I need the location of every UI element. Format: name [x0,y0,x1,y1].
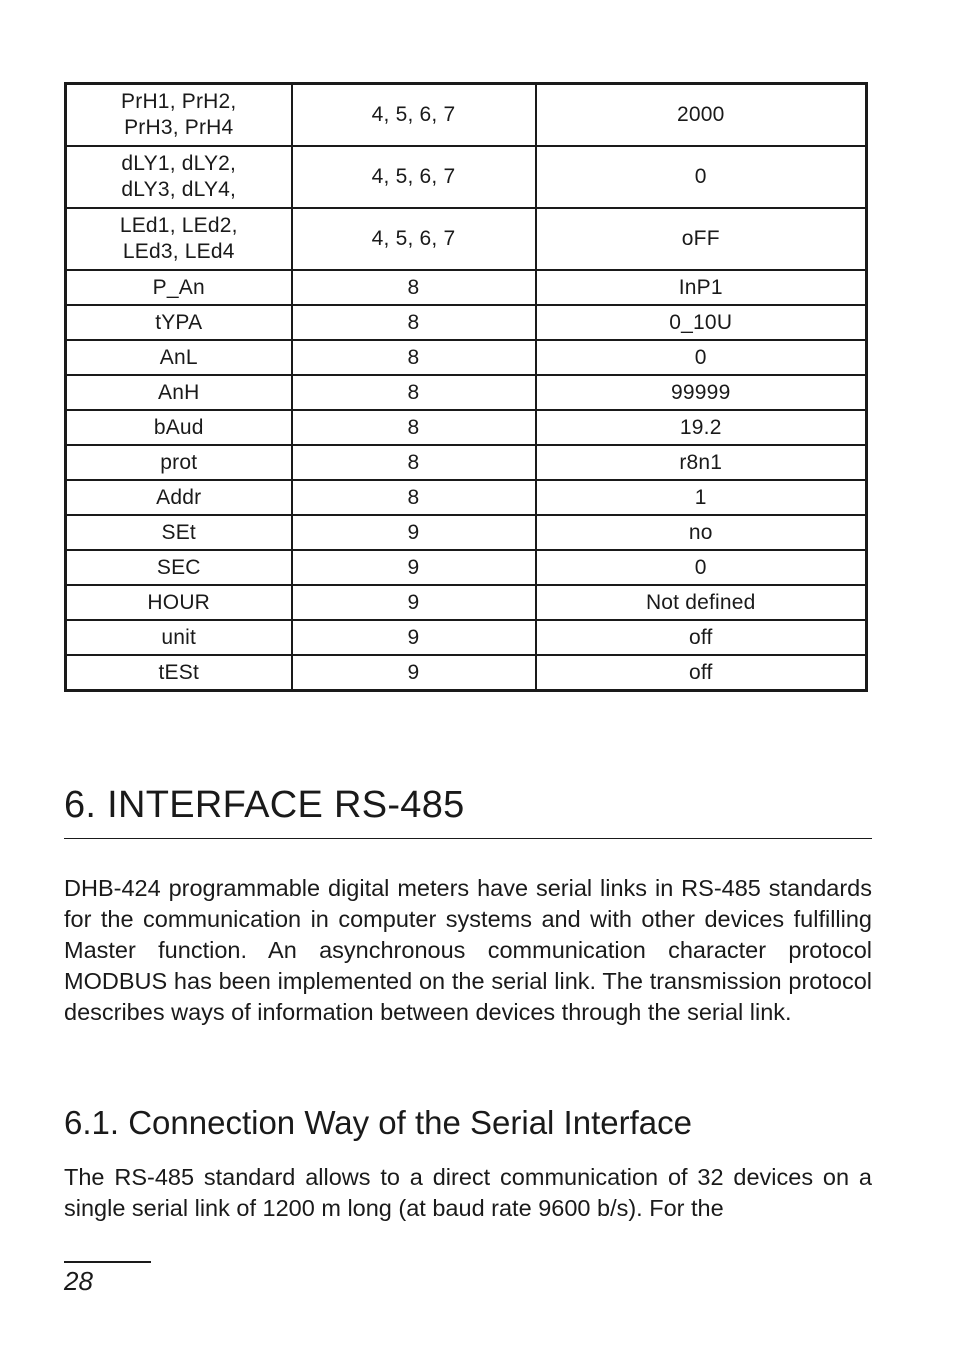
parameter-table [64,82,868,692]
footer-divider [64,1261,151,1263]
param-cell: HOUR [66,585,292,620]
table-row [66,410,867,445]
param-cell: P_An [66,270,292,305]
table-row [66,480,867,515]
value-cell: 0 [536,340,867,375]
section-cell: 4, 5, 6, 7 [292,84,536,147]
page-number: 28 [64,1266,93,1296]
table-row [66,445,867,480]
value-cell: 0 [536,550,867,585]
section-cell: 8 [292,375,536,410]
table-row [66,146,867,208]
section-paragraph: DHB-424 programmable digital meters have serial links in RS-485 standards for the communication in computer systems and with other devices fulfilling Master function. An asynchronous communication character protocol MODBUS has been implemented on the serial link. The transmission protocol describes ways of information between devices through the serial link. [64,875,872,1025]
param-cell: tYPA [66,305,292,340]
table-row [66,585,867,620]
param-cell: prot [66,445,292,480]
section-cell: 8 [292,480,536,515]
section-cell: 4, 5, 6, 7 [292,146,536,208]
table-row [66,340,867,375]
value-cell: InP1 [536,270,867,305]
table-row [66,270,867,305]
param-cell: LEd1, LEd2, LEd3, LEd4 [66,208,292,270]
param-cell: dLY1, dLY2, dLY3, dLY4, [66,146,292,208]
section-cell: 8 [292,445,536,480]
subsection-paragraph: The RS-485 standard allows to a direct communication of 32 devices on a single serial link of 1200 m long (at baud rate 9600 b/s). For the [64,1164,872,1221]
param-cell: unit [66,620,292,655]
section-cell: 8 [292,410,536,445]
table-row [66,305,867,340]
value-cell: no [536,515,867,550]
subsection-title: 6.1. Connection Way of the Serial Interface [64,1104,692,1141]
param-cell: AnH [66,375,292,410]
param-cell: SEC [66,550,292,585]
table-row [66,620,867,655]
param-cell: PrH1, PrH2, PrH3, PrH4 [66,84,292,147]
value-cell: Not defined [536,585,867,620]
table-row [66,655,867,691]
section-cell: 9 [292,515,536,550]
value-cell: oFF [536,208,867,270]
section-cell: 8 [292,270,536,305]
title-divider [64,838,872,839]
section-cell: 8 [292,340,536,375]
section-cell: 9 [292,550,536,585]
table-row [66,375,867,410]
value-cell: 19.2 [536,410,867,445]
value-cell: 1 [536,480,867,515]
value-cell: 0_10U [536,305,867,340]
section-cell: 4, 5, 6, 7 [292,208,536,270]
param-cell: tESt [66,655,292,691]
value-cell: 99999 [536,375,867,410]
table-row [66,515,867,550]
section-cell: 9 [292,655,536,691]
table-row [66,208,867,270]
parameter-table-body [66,84,867,691]
section-cell: 9 [292,585,536,620]
section-cell: 9 [292,620,536,655]
param-cell: bAud [66,410,292,445]
value-cell: 2000 [536,84,867,147]
param-cell: Addr [66,480,292,515]
param-cell: AnL [66,340,292,375]
value-cell: r8n1 [536,445,867,480]
value-cell: 0 [536,146,867,208]
value-cell: off [536,655,867,691]
section-title: 6. INTERFACE RS-485 [64,784,465,826]
param-cell: SEt [66,515,292,550]
value-cell: off [536,620,867,655]
table-row [66,84,867,147]
section-cell: 8 [292,305,536,340]
table-row [66,550,867,585]
